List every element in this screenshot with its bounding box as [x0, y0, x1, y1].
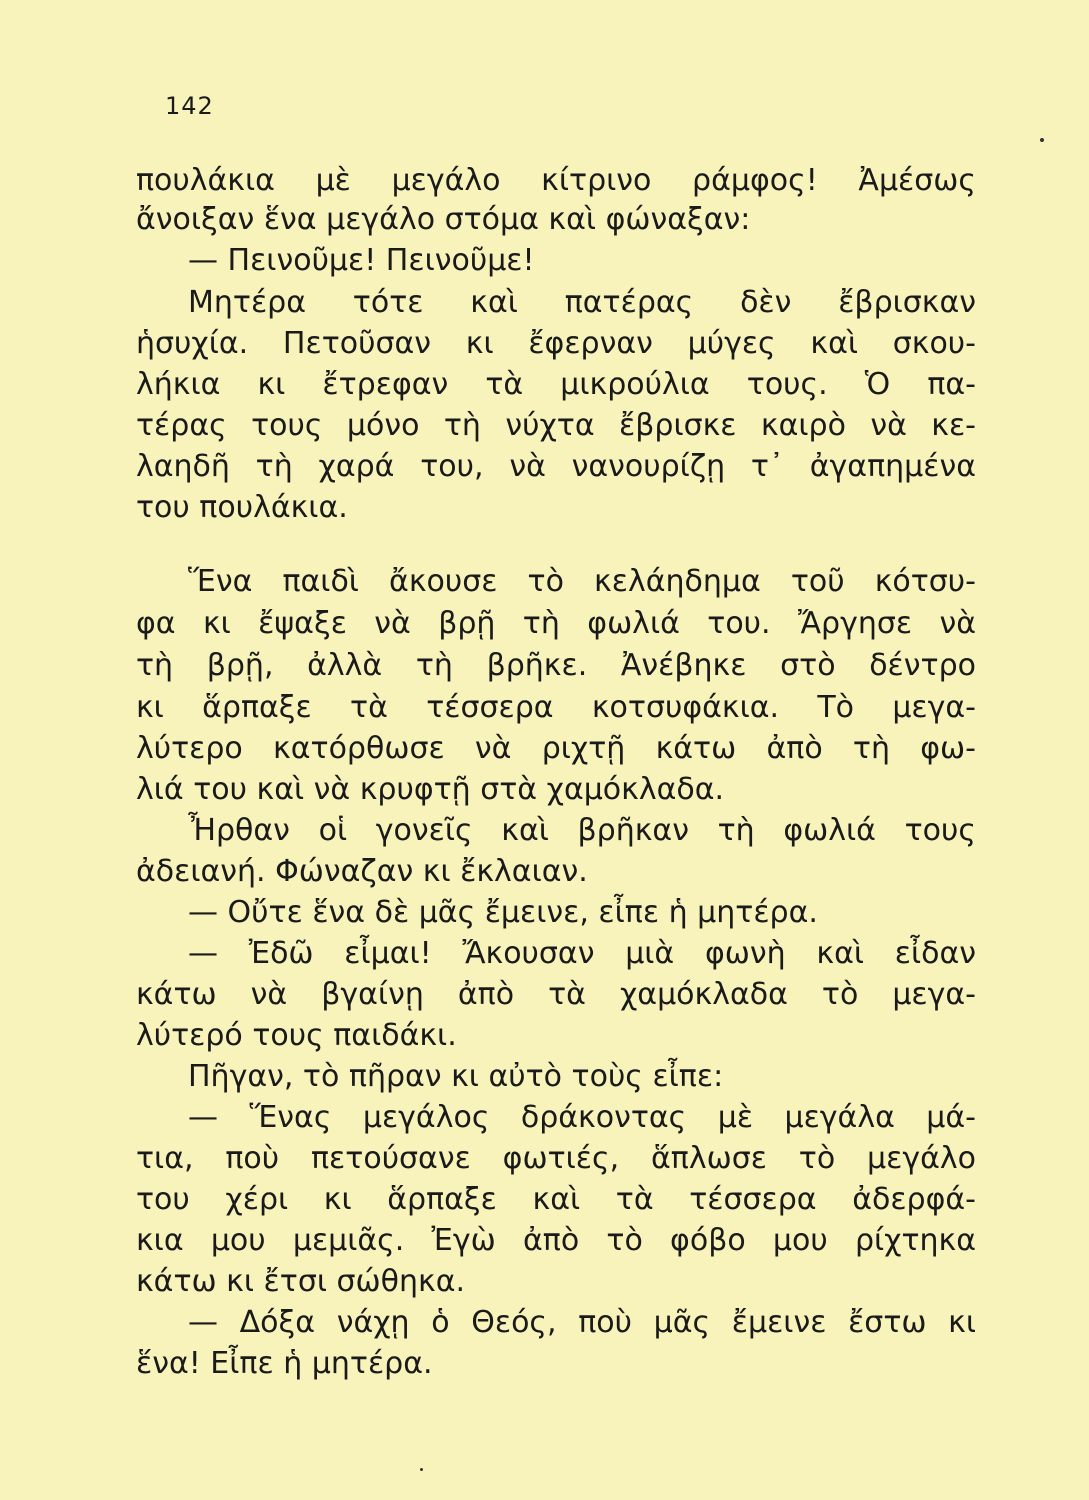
text-line: Ἕνα παιδὶ ἄκουσε τὸ κελάηδημα τοῦ κότσυ-	[188, 564, 976, 599]
text-line: κάτω κι ἔτσι σώθηκα.	[136, 1264, 466, 1299]
text-line: ἕνα! Εἶπε ἡ μητέρα.	[136, 1346, 433, 1381]
text-line: λήκια κι ἔτρεφαν τὰ μικρούλια τους. Ὁ πα-	[136, 367, 976, 402]
text-line: ἡσυχία. Πετοῦσαν κι ἔφερναν μύγες καὶ σκου-	[136, 326, 976, 361]
text-line: Μητέρα τότε καὶ πατέρας δὲν ἔβρισκαν	[188, 285, 976, 320]
text-line: — Πεινοῦμε! Πεινοῦμε!	[188, 243, 535, 278]
text-line: Πῆγαν, τὸ πῆραν κι αὐτὸ τοὺς εἶπε:	[188, 1059, 724, 1094]
text-line: — Δόξα νάχῃ ὁ Θεός, ποὺ μᾶς ἔμεινε ἔστω κι	[188, 1305, 976, 1340]
text-line: — Οὔτε ἕνα δὲ μᾶς ἔμεινε, εἶπε ἡ μητέρα.	[188, 895, 818, 930]
text-line: κάτω νὰ βγαίνῃ ἀπὸ τὰ χαμόκλαδα τὸ μεγα-	[136, 977, 976, 1012]
text-line: — Ἐδῶ εἶμαι! Ἄκουσαν μιὰ φωνὴ καὶ εἶδαν	[188, 936, 976, 971]
text-line: λύτερό τους παιδάκι.	[136, 1018, 457, 1053]
text-line: τὴ βρῇ, ἀλλὰ τὴ βρῆκε. Ἀνέβηκε στὸ δέντρο	[136, 648, 976, 683]
text-line: — Ἕνας μεγάλος δράκοντας μὲ μεγάλα μά-	[188, 1100, 976, 1135]
text-line: τέρας τους μόνο τὴ νύχτα ἔβρισκε καιρὸ νὰ κε-	[136, 408, 976, 443]
text-line: κια μου μεμιᾶς. Ἐγὼ ἀπὸ τὸ φόβο μου ρίχτηκα	[136, 1223, 976, 1258]
text-line: λιά του καὶ νὰ κρυφτῇ στὰ χαμόκλαδα.	[136, 772, 725, 807]
paper-speck	[1040, 138, 1044, 142]
text-line: φα κι ἔψαξε νὰ βρῇ τὴ φωλιά του. Ἄργησε νὰ	[136, 606, 976, 641]
text-line: λαηδῆ τὴ χαρά του, νὰ νανουρίζῃ τ᾽ ἀγαπημένα	[136, 449, 976, 484]
text-line: κι ἅρπαξε τὰ τέσσερα κοτσυφάκια. Τὸ μεγα-	[136, 690, 976, 725]
text-line: ἄνοιξαν ἕνα μεγάλο στόμα καὶ φώναξαν:	[136, 202, 751, 237]
page-number: 142	[165, 92, 214, 120]
text-line: πουλάκια μὲ μεγάλο κίτρινο ράμφος! Ἀμέσως	[136, 163, 976, 198]
text-line: του χέρι κι ἅρπαξε καὶ τὰ τέσσερα ἀδερφά-	[136, 1182, 976, 1217]
text-line: λύτερο κατόρθωσε νὰ ριχτῇ κάτω ἀπὸ τὴ φω-	[136, 731, 976, 766]
text-line: τια, ποὺ πετούσανε φωτιές, ἅπλωσε τὸ μεγάλο	[136, 1141, 976, 1176]
paper-speck	[420, 1468, 423, 1471]
text-line: Ἦρθαν οἱ γονεῖς καὶ βρῆκαν τὴ φωλιά τους	[188, 813, 976, 848]
text-line: του πουλάκια.	[136, 490, 348, 525]
text-line: ἀδειανή. Φώναζαν κι ἔκλαιαν.	[136, 854, 588, 889]
